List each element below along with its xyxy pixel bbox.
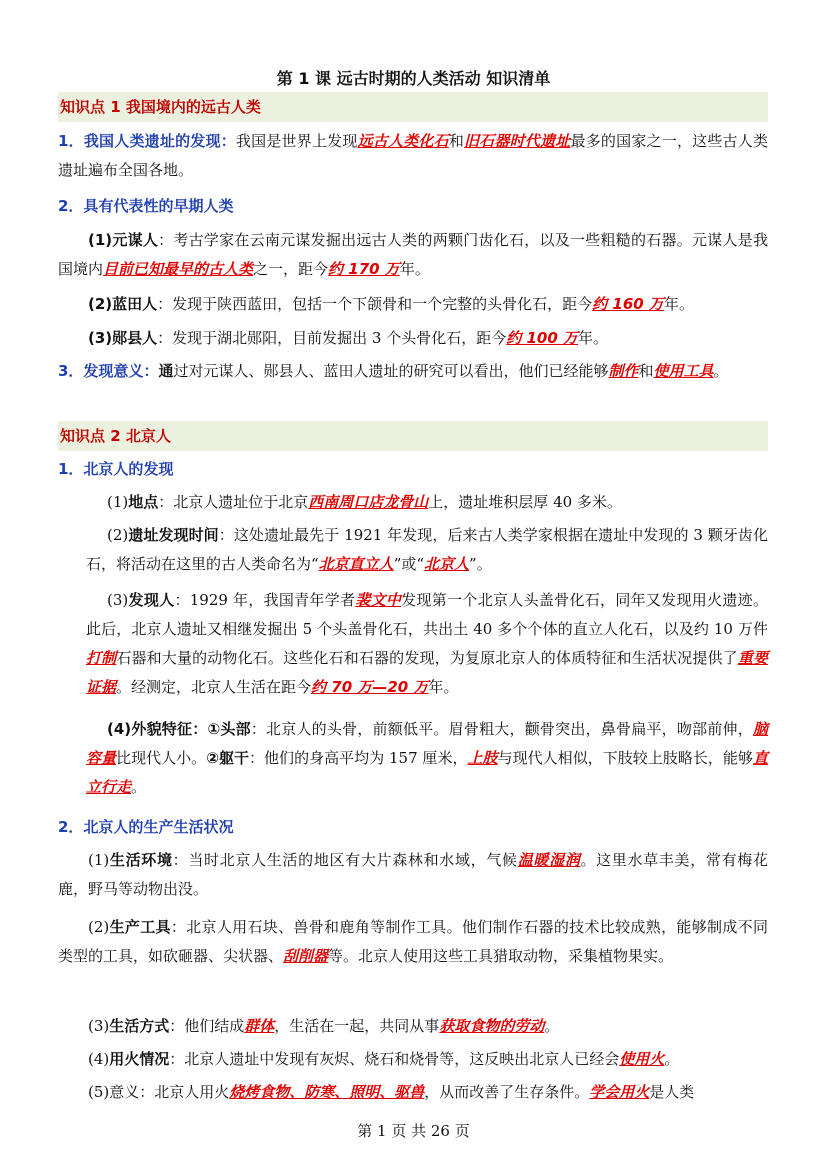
text: (1) [88,851,110,869]
paragraph-appearance [58,715,768,802]
paragraph-significance [58,357,768,386]
paragraph-lantian [58,290,768,319]
term: ②躯干 [206,749,249,767]
keyword: 目前已知最早的古人类 [103,260,254,278]
text: ：北京人遗址位于北京 [158,493,309,511]
keyword: 脑容量 [86,720,768,767]
term: (4)外貌特征：①头部 [107,720,251,738]
text: ：发现于湖北郧阳，目前发掘出 3 个头骨化石，距今 [157,329,507,347]
text: (5)意义：北京人用火 [88,1083,230,1101]
paragraph-heading-discovery [58,455,768,484]
paragraph-discoverer [58,586,768,702]
text: (3) [88,1017,110,1035]
text: ：1929 年，我国青年学者 [174,591,356,609]
text: ”或“ [393,555,425,573]
term: 用火情况 [109,1050,170,1068]
keyword: 重要证据 [86,649,768,696]
keyword: 温暖湿润 [517,851,581,869]
text: 发现第一个北京人头盖骨化石，同年又发现用火遗迹。此后，北京人遗址又相继发掘出 5 个头盖骨化石，共出土 40 多个个体的直立人化石，以及约 10 万件 [86,591,768,638]
text: 年。 [428,678,459,696]
text: ：他们结成 [169,1017,245,1035]
paragraph-tools [58,913,768,971]
text: ：北京人遗址中发现有灰烬、烧石和烧骨等，这反映出北京人已经会 [169,1050,620,1068]
keyword: 约 70 万—20 万 [311,678,429,696]
keyword: 学会用火 [589,1083,650,1101]
keyword: 约 100 万 [506,329,579,347]
keyword: 北京直立人 [318,555,394,573]
text: 等。北京人使用这些工具猎取动物，采集植物果实。 [328,947,674,965]
keyword: 北京人 [424,555,470,573]
term: 发现人 [128,591,175,609]
text: ：发现于陕西蓝田，包括一个下颌骨和一个完整的头骨化石，距今 [157,295,593,313]
keyword: 约 170 万 [328,260,400,278]
term: 生活方式 [109,1017,170,1035]
page-number: 第 1 页 共 26 页 [357,1122,470,1140]
text: (1) [107,493,129,511]
term: 生活环境 [109,851,173,869]
text: ”。 [469,555,492,573]
paragraph-fire-meaning [58,1078,768,1107]
keyword: 约 160 万 [592,295,664,313]
keyword: 烧烤食物、防寒、照明、驱兽 [229,1083,425,1101]
section-header-2: 知识点 2 北京人 [58,421,768,451]
paragraph-yunxian [58,324,768,353]
heading: 2．具有代表性的早期人类 [58,197,234,215]
text: 我国是世界上发现 [235,132,358,150]
text: 和 [638,362,654,380]
paragraph-discovery [58,127,768,185]
paragraph-discovery-time [58,521,768,579]
keyword: 制作 [608,362,639,380]
text: ：北京人的头骨，前额低平。眉骨粗大，颧骨突出，鼻骨扁平，吻部前伸， [250,720,753,738]
text: 和 [448,132,465,150]
keyword: 裴文中 [355,591,402,609]
text: 之一，距今 [253,260,329,278]
text: 比现代人小。 [116,749,207,767]
text: 年。 [578,329,609,347]
keyword: 旧石器时代遗址 [464,132,571,150]
term: 遗址发现时间 [128,526,219,544]
keyword: 刮削器 [283,947,329,965]
paragraph-environment [58,846,768,904]
text: (3) [107,591,129,609]
heading: 1．北京人的发现 [58,460,174,478]
keyword: 使用火 [619,1050,665,1068]
paragraph-heading-early-humans [58,192,768,221]
text: 最多的国家之一，这些古人类遗址遍布全国各地。 [58,132,768,179]
text: 石器和大量的动物化石。这些化石和石器的发现，为复原北京人的体质特征和生活状况提供了 [116,649,738,667]
term: (2)蓝田人 [88,295,158,313]
keyword: 远古人类化石 [357,132,449,150]
text: 。这里水草丰美，常有梅花鹿，野马等动物出没。 [58,851,768,898]
paragraph-heading-production [58,813,768,842]
text: ：当时北京人生活的地区有大片森林和水域，气候 [172,851,518,869]
heading: 3．发现意义： [58,362,159,380]
paragraph-location [58,488,768,517]
keyword: 上肢 [467,749,498,767]
term: 地点 [128,493,159,511]
page-title: 第 1 课 远古时期的人类活动 知识清单 [276,69,551,88]
text: 年。 [399,260,430,278]
keyword: 直立行走 [86,749,769,796]
paragraph-fire-use [58,1045,768,1074]
text: (2) [88,918,110,936]
text: 。 [131,778,147,796]
text: ，从而改善了生存条件。 [424,1083,590,1101]
term: (1)元谋人 [88,231,159,249]
term: 通 [158,362,174,380]
section-header-1: 知识点 1 我国境内的远古人类 [58,92,768,122]
text: 是人类 [649,1083,695,1101]
text: 过对元谋人、郧县人、蓝田人遗址的研究可以看出，他们已经能够 [173,362,609,380]
text: 。经测定，北京人生活在距今 [116,678,312,696]
text: ：他们的身高平均为 157 厘米， [249,749,468,767]
term: (3)郧县人 [88,329,158,347]
text: ：北京人用石块、兽骨和鹿角等制作工具。他们制作石器的技术比较成熟，能够制成不同类型的工具，如砍砸器、尖状器、 [58,918,768,965]
keyword: 使用工具 [653,362,714,380]
text: 。 [664,1050,680,1068]
text: 。 [544,1017,560,1035]
paragraph-yuanmou [58,226,768,284]
text: (2) [107,526,129,544]
keyword: 群体 [244,1017,275,1035]
heading: 1．我国人类遗址的发现： [58,132,236,150]
paragraph-lifestyle [58,1012,768,1041]
text: (4) [88,1050,110,1068]
text: ，生活在一起，共同从事 [274,1017,440,1035]
text: 。 [713,362,729,380]
text: ：考古学家在云南元谋发掘出远古人类的两颗门齿化石，以及一些粗糙的石器。元谋人是我国境内 [58,231,768,278]
keyword: 西南周口店龙骨山 [308,493,429,511]
text: ：这处遗址最先于 1921 年发现，后来古人类学家根据在遗址中发现的 3 颗牙齿化石，将活动在这里的古人类命名为“ [86,526,768,573]
keyword: 获取食物的劳动 [439,1017,545,1035]
term: 生产工具 [109,918,171,936]
keyword: 打制 [86,649,117,667]
text: 与现代人相似，下肢较上肢略长，能够 [497,749,753,767]
text: 年。 [663,295,694,313]
heading: 2．北京人的生产生活状况 [58,818,234,836]
text: 上，遗址堆积层厚 40 多米。 [428,493,622,511]
